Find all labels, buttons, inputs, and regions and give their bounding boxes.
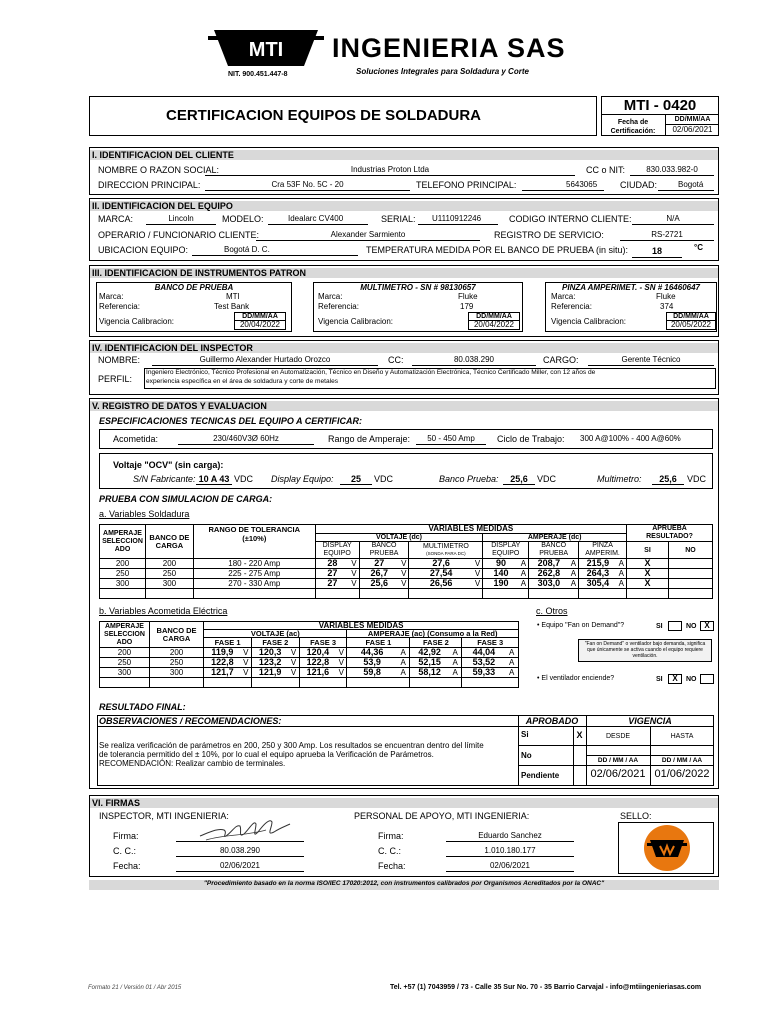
instrument-ref-label: Referencia: [551, 302, 592, 311]
fan-runs-si-label: SI [656, 676, 663, 683]
inspector-signature-label: Firma: [113, 831, 139, 841]
col-header: (±10%) [242, 534, 267, 543]
instrument-fmt: DD/MM/AA [673, 313, 709, 320]
internal-code: N/A [666, 214, 680, 223]
certificate-code: MTI - 0420 [623, 97, 697, 114]
electrical-vars-title: b. Variables Acometida Eléctrica [99, 606, 228, 616]
col-header: FASE 1 [204, 638, 252, 648]
support-date: 02/06/2021 [489, 861, 531, 870]
fan-note: "Fan on Demand" o ventilador bajo demanda, significa que únicamente se activa cuando el equipo requiere ventilación. [584, 641, 706, 659]
validity-from-label: DESDE [605, 733, 631, 740]
instrument-brand-label: Marca: [318, 292, 343, 301]
ocv-display-label: Display Equipo: [271, 474, 334, 484]
col-header: AMPERAJE (dc) [483, 533, 627, 542]
instrument-vig-label: Vigencia Calibracion: [318, 317, 394, 326]
vdc-unit: VDC [374, 474, 394, 484]
client-cc: 830.033.982-0 [646, 165, 698, 174]
brand-label: MARCA: [98, 214, 134, 224]
client-phone-label: TELEFONO PRINCIPAL: [416, 180, 517, 190]
client-cc-label: CC o NIT: [586, 165, 626, 175]
footer-contact: Tel. +57 (1) 7043959 / 73 - Calle 35 Sur No. 70 - 35 Barrio Carvajal - info@mtiingenieriasas.com [390, 984, 702, 991]
instrument-ref: 179 [460, 302, 474, 311]
company-tagline: Soluciones Integrales para Soldadura y Corte [356, 67, 529, 76]
fecha-label: Fecha de Certificación: [610, 119, 656, 135]
fecha-format: DD/MM/AA [674, 116, 711, 123]
instrument-vig-label: Vigencia Calibracion: [551, 317, 627, 326]
section-equipment-title: II. IDENTIFICACION DEL EQUIPO [92, 201, 233, 211]
operator-label: OPERARIO / FUNCIONARIO CLIENTE: [98, 230, 260, 240]
col-header: FASE 2 [251, 638, 299, 648]
seal-logo [642, 824, 692, 872]
inspector-role-label: CARGO: [543, 355, 579, 365]
col-header: DISPLAY EQUIPO [483, 542, 529, 559]
ocv-multimeter-value: 25,6 [659, 474, 677, 484]
col-header: NO [668, 542, 712, 559]
document-title: CERTIFICACION EQUIPOS DE SOLDADURA [166, 107, 482, 124]
load-test-title: PRUEBA CON SIMULACION DE CARGA: [99, 494, 273, 504]
client-address: Cra 53F No. 5C - 20 [271, 180, 344, 189]
inspector-name-label: NOMBRE: [98, 355, 141, 365]
instrument-title: MULTIMETRO - SN # 98130657 [360, 283, 476, 292]
section-signatures-title: VI. FIRMAS [92, 798, 141, 808]
ocv-bank-label: Banco Prueba: [439, 474, 499, 484]
instrument-brand-label: Marca: [551, 292, 576, 301]
col-header: VARIABLES MEDIDAS [315, 525, 626, 534]
temperature-unit: °C [694, 243, 703, 252]
inspector-date-label: Fecha: [113, 861, 141, 871]
service-record: RS-2721 [651, 230, 683, 239]
company-nit: NIT. 900.451.447-8 [228, 71, 288, 78]
section-inspector-title: IV. IDENTIFICACION DEL INSPECTOR [92, 343, 253, 353]
fan-runs-no-label: NO [686, 676, 697, 683]
inspector-sign-label: INSPECTOR, MTI INGENIERIA: [99, 811, 229, 821]
instrument-brand: Fluke [458, 292, 478, 301]
client-city-label: CIUDAD: [620, 180, 658, 190]
fan-no-mark: X [704, 621, 710, 630]
approved-no-label: No [521, 751, 532, 760]
section-evaluation-title: V. REGISTRO DE DATOS Y EVALUACION [92, 401, 267, 411]
ocv-sn-value: 10 A 43 [198, 474, 230, 484]
client-phone: 5643065 [566, 180, 598, 189]
location-value: Bogotá D. C. [224, 245, 270, 254]
inspector-profile-line1: Ingeniero Electrónico, Técnico Profesional en Automatización, Técnico en Diseño y Automatización Electrónica, Técnico Certificado Miller, con 12 años de [146, 369, 596, 376]
acometida-value: 230/460V3Ø 60Hz [213, 434, 279, 443]
col-header: DISPLAY EQUIPO [315, 542, 359, 559]
company-logo [208, 26, 324, 70]
inspector-sign-cc: 80.038.290 [219, 846, 261, 855]
electrical-variables-table [99, 621, 519, 688]
section-client-title: I. IDENTIFICACION DEL CLIENTE [92, 150, 234, 160]
vdc-unit: VDC [537, 474, 557, 484]
ocv-multimeter-label: Multimetro: [597, 474, 642, 484]
instrument-brand-label: Marca: [99, 292, 124, 301]
form-version: Formato 21 / Versión 01 / Abr 2015 [88, 985, 182, 991]
table-row: 250 250 225 - 275 Amp 27 V 26,7 V 27,54 V 140 A 262,8 A 264,3 A X [100, 569, 713, 579]
serial-label: SERIAL: [381, 214, 416, 224]
col-header: PINZA AMPERIM. [579, 542, 627, 559]
col-header: VOLTAJE (dc) [315, 533, 483, 542]
seal-label: SELLO: [620, 811, 652, 821]
others-title: c. Otros [536, 606, 568, 616]
validity-format: DD / MM / AA [661, 757, 703, 764]
client-address-label: DIRECCION PRINCIPAL: [98, 180, 201, 190]
ocv-display-value: 25 [350, 474, 361, 484]
final-result-title: RESULTADO FINAL: [99, 702, 186, 712]
col-header: MULTIMETRO [423, 543, 469, 550]
approved-title: APROBADO [525, 716, 579, 726]
col-header: FASE 1 [347, 638, 410, 648]
col-header: APRUEBA RESULTADO? [627, 525, 713, 542]
col-header: BANCO PRUEBA [529, 542, 579, 559]
col-header: AMPERAJE (ac) (Consumo a la Red) [347, 630, 519, 638]
vdc-unit: VDC [687, 474, 707, 484]
support-sign-label: PERSONAL DE APOYO, MTI INGENIERIA: [354, 811, 530, 821]
col-header: VARIABLES MEDIDAS [204, 622, 519, 630]
validity-to-label: HASTA [670, 733, 694, 740]
instrument-ref-label: Referencia: [99, 302, 140, 311]
validity-title: VIGENCIA [628, 716, 672, 726]
observations-line3: RECOMENDACIÓN: Realizar cambio de terminales. [99, 759, 286, 768]
fan-runs-question: • El ventilador enciende? [537, 675, 615, 682]
inspector-name: Guillermo Alexander Hurtado Orozco [199, 355, 331, 364]
observations-title: OBSERVACIONES / RECOMENDACIONES: [99, 716, 282, 726]
acometida-label: Acometida: [113, 434, 159, 444]
approved-si-mark: X [576, 730, 583, 740]
instrument-fmt: DD/MM/AA [476, 313, 512, 320]
duty-cycle: 300 A@100% - 400 A@60% [580, 434, 681, 443]
ocv-sn-label: S/N Fabricante: [133, 474, 196, 484]
client-name-label: NOMBRE O RAZON SOCIAL: [98, 165, 220, 175]
col-header: RANGO DE TOLERANCIA [208, 525, 301, 534]
validity-from: 02/06/2021 [590, 768, 646, 780]
instrument-brand: Fluke [656, 292, 676, 301]
service-record-label: REGISTRO DE SERVICIO: [494, 230, 604, 240]
col-header: FASE 3 [299, 638, 347, 648]
col-header: BANCO DE CARGA [145, 525, 193, 559]
client-name: Industrias Proton Ltda [350, 165, 430, 174]
instrument-ref-label: Referencia: [318, 302, 359, 311]
col-header: SI [627, 542, 669, 559]
fan-runs-si-mark: X [672, 674, 678, 683]
company-name: INGENIERIA SAS [332, 33, 566, 63]
internal-code-label: CODIGO INTERNO CLIENTE: [509, 214, 632, 224]
fan-si-label: SI [656, 623, 663, 630]
fan-si-checkbox[interactable] [668, 621, 682, 631]
temperature-label: TEMPERATURA MEDIDA POR EL BANCO DE PRUEBA (in situ): [366, 245, 629, 255]
table-row: 300 300 270 - 330 Amp 27 V 25,6 V 26,56 V 190 A 303,0 A 305,4 A X [100, 579, 713, 589]
instrument-cal-date: 20/04/2022 [473, 320, 515, 329]
support-cc-label: C. C.: [378, 846, 402, 856]
col-header: FASE 2 [410, 638, 462, 648]
table-row: 250 250 122,8 V 123,2 V 122,8 V 53,9 A 52,15 A 53,52 A [100, 658, 519, 668]
model-label: MODELO: [222, 214, 264, 224]
inspector-profile-label: PERFIL: [98, 374, 133, 384]
instrument-title: PINZA AMPERIMET. - SN # 16460647 [562, 283, 700, 292]
vdc-unit: VDC [234, 474, 254, 484]
approved-si-label: Si [521, 730, 529, 739]
col-header: VOLTAJE (ac) [204, 630, 347, 638]
amperage-range: 50 - 450 Amp [427, 434, 475, 443]
support-date-label: Fecha: [378, 861, 406, 871]
inspector-sign-date: 02/06/2021 [219, 861, 261, 870]
serial-value: U1110912246 [432, 214, 482, 223]
fan-question: • Equipo "Fan on Demand"? [537, 622, 625, 629]
instrument-title: BANCO DE PRUEBA [154, 283, 234, 292]
instrument-ref: Test Bank [214, 302, 250, 311]
fan-no-label: NO [686, 623, 697, 630]
col-header: BANCO DE CARGA [149, 622, 203, 648]
section-instruments-title: III. IDENTIFICACION DE INSTRUMENTOS PATRON [92, 268, 307, 278]
inspector-cc-label: CC: [388, 355, 404, 365]
approved-pending-label: Pendiente [521, 771, 560, 780]
logo-text: MTI [248, 39, 284, 61]
ocv-bank-value: 25,6 [510, 474, 528, 484]
support-signature-label: Firma: [378, 831, 404, 841]
instrument-ref: 374 [660, 302, 674, 311]
instrument-fmt: DD/MM/AA [242, 313, 278, 320]
client-city: Bogotá [678, 180, 704, 189]
procedure-footnote: "Procedimiento basado en la norma ISO/IEC 17020:2012, con instrumentos calibrados por Organismos Acreditados por la ONAC" [203, 880, 605, 887]
instrument-vig-label: Vigencia Calibracion: [99, 317, 175, 326]
col-header: BANCO PRUEBA [359, 542, 409, 559]
location-label: UBICACION EQUIPO: [98, 245, 189, 255]
instrument-cal-date: 20/05/2022 [670, 320, 712, 329]
welding-vars-title: a. Variables Soldadura [99, 509, 190, 519]
duty-cycle-label: Ciclo de Trabajo: [497, 434, 565, 444]
observations-line1: Se realiza verificación de parámetros en 200, 250 y 300 Amp. Los resultados se encuentran dentro del límite [99, 741, 484, 750]
temperature-value: 18 [651, 246, 662, 256]
col-header: (SONDA PARA DC) [426, 551, 466, 556]
brand-value: Lincoln [168, 214, 194, 223]
inspector-role: Gerente Técnico [621, 355, 681, 364]
inspector-profile-line2: experiencia específica en el área de soldadura y corte de metales [146, 378, 339, 385]
col-header: FASE 3 [462, 638, 519, 648]
table-row: 300 300 121,7 V 121,9 V 121,6 V 59,8 A 58,12 A 59,33 A [100, 668, 519, 678]
support-cc: 1.010.180.177 [484, 846, 536, 855]
inspector-cc-label: C. C.: [113, 846, 137, 856]
fan-runs-no-checkbox[interactable] [700, 674, 714, 684]
validity-to: 01/06/2022 [654, 768, 710, 780]
col-header: AMPERAJE SELECCION ADO [100, 525, 146, 559]
col-header: AMPERAJE SELECCION ADO [100, 622, 150, 648]
table-row: 200 200 180 - 220 Amp 28 V 27 V 27,6 V 90 A 208,7 A 215,9 A X [100, 559, 713, 569]
instrument-brand: MTI [226, 292, 240, 301]
instrument-cal-date: 20/04/2022 [239, 320, 281, 329]
amperage-range-label: Rango de Amperaje: [328, 434, 411, 444]
operator-value: Alexander Sarmiento [330, 230, 406, 239]
support-signature-name: Eduardo Sanchez [478, 831, 542, 840]
ocv-title: Voltaje "OCV" (sin carga): [113, 460, 224, 470]
welding-variables-table [99, 524, 713, 599]
spec-title: ESPECIFICACIONES TECNICAS DEL EQUIPO A CERTIFICAR: [99, 416, 363, 426]
fecha-value: 02/06/2021 [672, 125, 713, 134]
table-row: 200 200 119,9 V 120,3 V 120,4 V 44,36 A 42,92 A 44,04 A [100, 648, 519, 658]
observations-line2: de tolerancia permitido del ± 10%, por lo cual el equipo aprueba la Verificación de Parámetros. [99, 750, 434, 759]
validity-format: DD / MM / AA [597, 757, 639, 764]
inspector-cc: 80.038.290 [453, 355, 495, 364]
model-value: Idealarc CV400 [288, 214, 344, 223]
